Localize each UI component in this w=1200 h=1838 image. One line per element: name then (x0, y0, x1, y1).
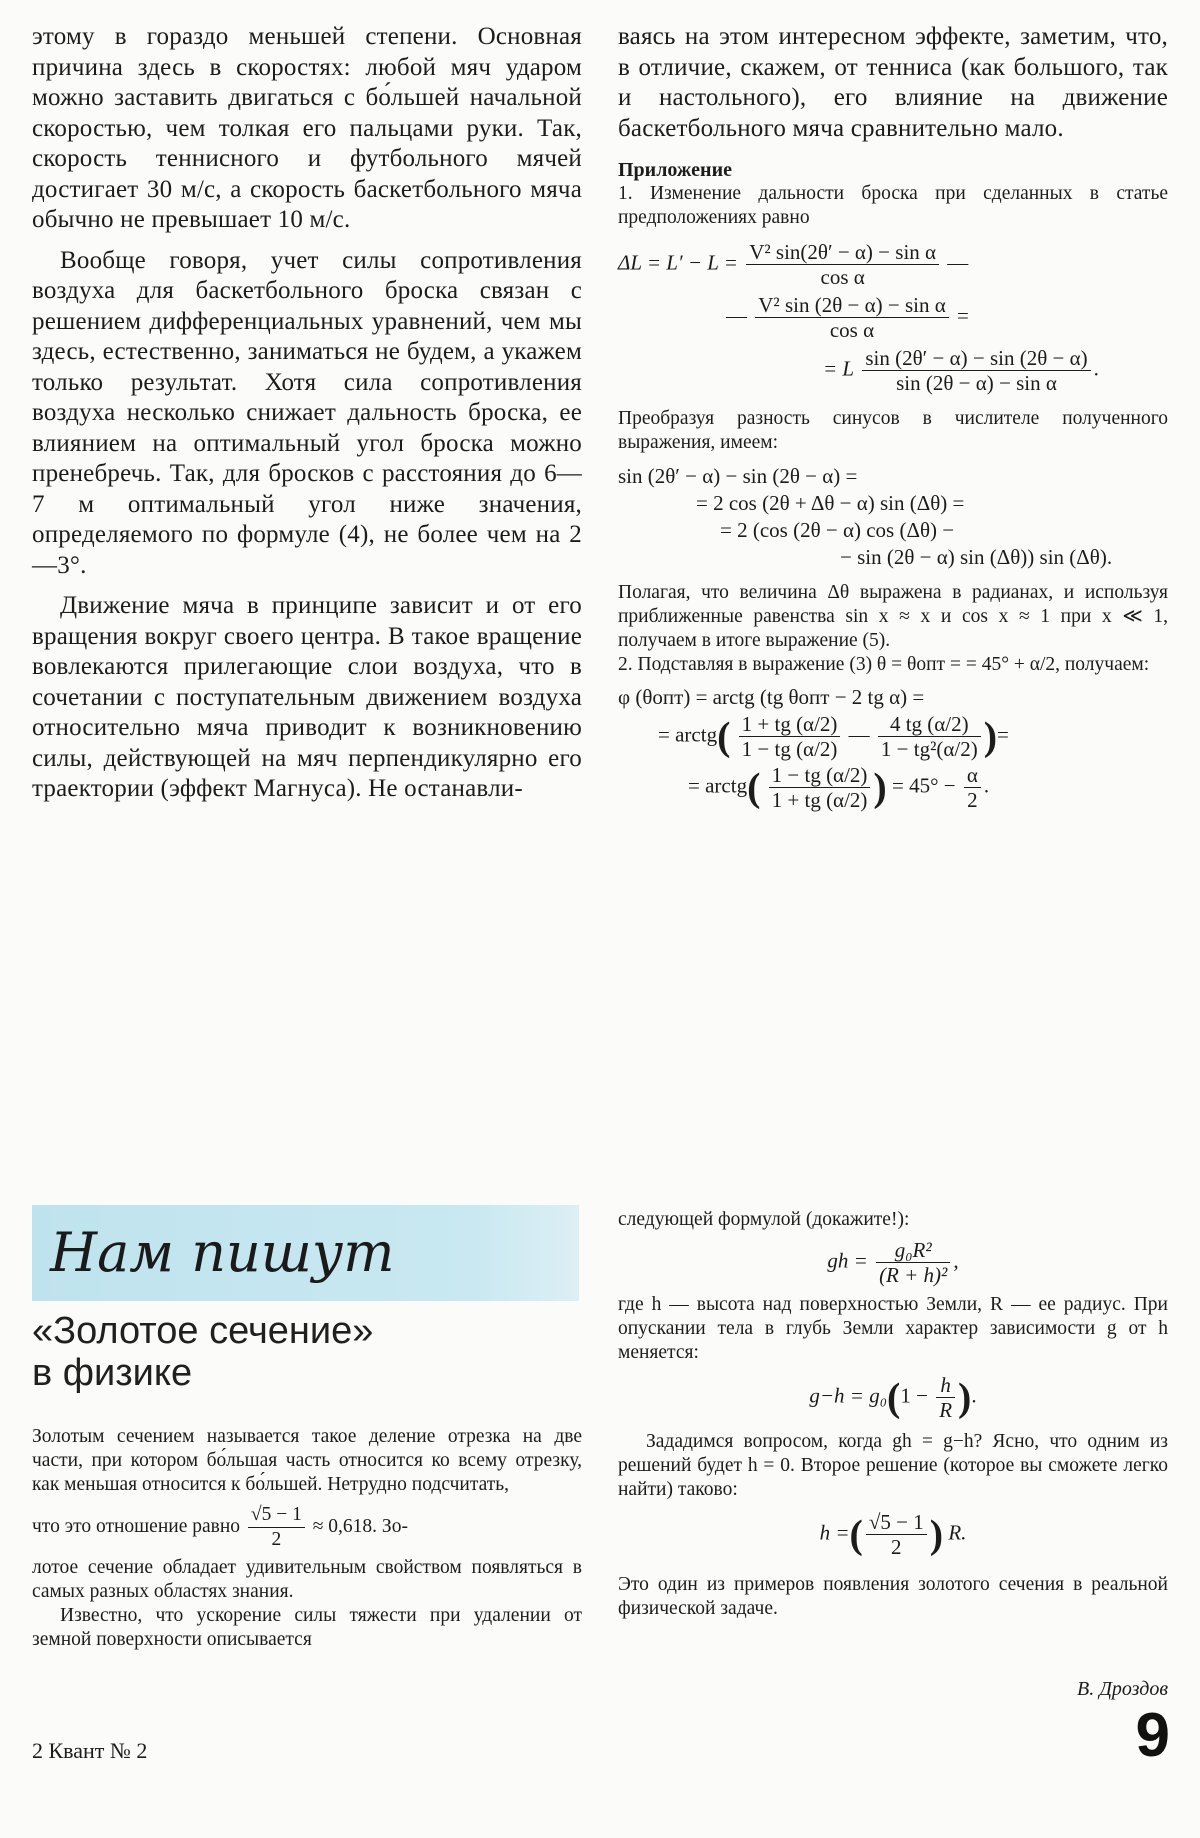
fh-num: √5 − 1 (866, 1510, 927, 1535)
formula-delta-l: ΔL = L′ − L = $\frac{\text{V² sin(2θ′ − α) − sin α}}{\text{cos α}}$ — — $\frac{\text{V² sin (2θ − α) − sin α}}{\text{cos α}}$ = = L $\frac{\sin (2\theta' - \alpha) - \sin (2\theta - \alpha)}{\text{sin (2θ − α) − sin α}}$ . (618, 240, 1099, 395)
f3-c-num: 1 − tg (α/2) (769, 763, 871, 788)
f1-combined-num: sin (2θ′ − α) − sin (2θ − α) (862, 346, 1090, 371)
f3-arctg-1: = arctg (658, 722, 718, 747)
fd-num: h (936, 1373, 955, 1398)
article-title-line-2: в физике (32, 1352, 193, 1394)
rubric-handwriting (32, 1205, 579, 1301)
f2-line-3: = 2 (cos (2θ − α) cos (Δθ) − (720, 518, 955, 542)
footer-issue: 2 Квант № 2 (32, 1738, 148, 1763)
left-paragraph-2: Вообще говоря, учет силы сопротивления воздуха для баскетбольного броска связан с решением дифференциальных уравнений, чем мы здесь, естественно, заниматься не будем, а укажем только результат. Хотя сила сопротивления воздуха несколько снижает дальность броска, ее влиянием на оптимальный угол броска можно пренебречь. Так, для бросков с расстояния до 6—7 м оптимальный угол ниже значения, определяемого по формуле (4), не более чем на 2—3°. (32, 246, 582, 579)
article-right-3: Зададимся вопросом, когда gh = g−h? Ясно, что одним из решений будет h = 0. Второе решение (которое вы сможете легко найти) таково: (618, 1431, 1168, 1500)
formula-g-minus-h: g−h = g₀(1 − $\frac{h}{R}$ ). (809, 1373, 977, 1422)
article-paragraph-2: Известно, что ускорение силы тяжести при удалении от земной поверхности описывается (32, 1605, 582, 1650)
fg-num: g₀R² (876, 1238, 950, 1263)
f1-eq-l: = L (823, 356, 855, 381)
f2-line-2: = 2 cos (2θ + Δθ − α) sin (Δθ) = (696, 491, 965, 515)
fh-lhs: h = (819, 1520, 850, 1545)
appendix-item-2: 2. Подставляя в выражение (3) θ = θопт = = 45° + α/2, получаем: (618, 654, 1150, 675)
article-title-line-1: «Золотое сечение» (32, 1310, 374, 1352)
ratio-den: 2 (271, 1529, 282, 1550)
ratio-lead: что это отношение равно (32, 1515, 241, 1537)
f1-term1-num: V² sin(2θ′ − α) − sin α (746, 240, 939, 265)
f1-term2-den: cos α (829, 318, 875, 342)
right-column (618, 22, 1168, 812)
article-paragraph-1: Золотым сечением называется такое деление отрезка на две части, при котором бо́льшая часть относится ко всему отрезку, как меньшая относится к бо́льшей. Нетрудно подсчитать, (32, 1426, 582, 1495)
appendix-item-1: 1. Изменение дальности броска при сделанных в статье предположениях равно (618, 183, 1168, 228)
article-right-1: следующей формулой (докажите!): (618, 1209, 910, 1230)
article-right-2: где h — высота над поверхностью Земли, R — ее радиус. При опускании тела в глубь Земли характер зависимости g от h меняется: (618, 1294, 1168, 1363)
ratio-num: √5 − 1 (248, 1503, 305, 1528)
appendix-title: Приложение (618, 159, 732, 181)
appendix-text-3: Полагая, что величина Δθ выражена в радианах, и используя приближенные равенства sin x ≈ x и cos x ≈ 1 при x ≪ 1, получаем в итоге выражение (5). (618, 582, 1168, 651)
fh-r: R. (948, 1520, 967, 1545)
f3-arctg-2: = arctg (688, 773, 748, 798)
formula-h: h =( $\frac{√5 - 1}{2}$ ) R. (819, 1510, 967, 1559)
f3-a-den: 1 − tg (α/2) (741, 737, 838, 761)
left-paragraph-3: Движение мяча в принципе зависит и от его вращения вокруг своего центра. В такое вращение вовлекаются прилегающие слои воздуха, что в сочетании с поступательным движением воздуха относительно мяча приводит к возникновению силы, действующей на мяч перпендикулярно его траектории (эффект Магнуса). Не останавли- (32, 592, 582, 802)
f1-term2-num: V² sin (2θ − α) − sin α (755, 293, 948, 318)
author-signature: В. Дроздов (1076, 1678, 1168, 1700)
f3-line-1: φ (θопт) = arctg (tg θопт − 2 tg α) = (618, 685, 925, 709)
page-number: 9 (1135, 1701, 1170, 1770)
formula-sin-diff (618, 463, 1168, 571)
article-paragraph-1c: лотое сечение обладает удивительным свойством появляться в самых разных областях знания. (32, 1557, 582, 1602)
left-paragraph-1: этому в гораздо меньшей степени. Основная причина здесь в скоростях: любой мяч ударом можно заставить двигаться с бо́льшей начальной скоростью, чем толкая его пальцами руки. Так, скорость теннисного и футбольного мячей достигает 30 м/с, а скорость баскетбольного мяча обычно не превышает 10 м/с. (32, 23, 582, 233)
f2-line-1: sin (2θ′ − α) − sin (2θ − α) = (618, 464, 858, 488)
article-right-column (618, 1208, 1168, 1621)
rubric-text: Нам пишут (50, 1221, 395, 1284)
article-right-4: Это один из примеров появления золотого сечения в реальной физической задаче. (618, 1574, 1168, 1619)
formula-gh: gh = $\frac{\text{g₀R²}}{\text{(R + h)²}}$ , (827, 1238, 959, 1287)
fg-lhs: gh = (827, 1248, 868, 1273)
formula-delta-l-lhs: ΔL = L′ − L = (618, 250, 738, 275)
right-paragraph-1: ваясь на этом интересном эффекте, заметим, что, в отличие, скажем, от тенниса (как большого, так и настольного), его влияние на движение баскетбольного мяча сравнительно мало. (618, 23, 1168, 142)
f1-combined-den: sin (2θ − α) − sin α (896, 371, 1057, 395)
f3-c-den: 1 + tg (α/2) (771, 788, 868, 812)
f3-b-den: 1 − tg²(α/2) (880, 737, 978, 761)
left-column (32, 22, 582, 805)
article-left-column (32, 1425, 582, 1652)
f3-a-num: 1 + tg (α/2) (739, 712, 841, 737)
f1-term1-den: cos α (820, 265, 865, 289)
rubric-banner (32, 1205, 579, 1301)
f3-r-den: 2 (967, 788, 978, 812)
fd-den: R (939, 1398, 953, 1422)
f3-result: = 45° − (891, 773, 956, 798)
fd-lhs: g−h = g₀ (809, 1383, 888, 1408)
fh-den: 2 (891, 1535, 902, 1559)
fd-inner: 1 − (900, 1383, 928, 1408)
article-title (32, 1310, 592, 1394)
ratio-value: ≈ 0,618. Зо- (312, 1515, 408, 1537)
formula-phi: φ (θопт) = arctg (tg θопт − 2 tg α) = = arctg( $\frac{1 + tg (\alpha/2)}{1 - tg (\alpha/2)}$ — $\frac{4 tg (\alpha/2)}{\text{1 − tg²(α/2)}}$ )= = arctg( $\frac{1 - tg (\alpha/2)}{1 + tg (\alpha/2)}$ ) = 45° − $\frac{\alpha}{2}$ . (618, 685, 1168, 812)
f2-line-4: − sin (2θ − α) sin (Δθ)) sin (Δθ). (840, 545, 1113, 569)
fg-den: (R + h)² (879, 1263, 948, 1287)
f3-r-num: α (964, 763, 981, 788)
appendix-text-2: Преобразуя разность синусов в числителе полученного выражения, имеем: (618, 408, 1168, 453)
f3-b-num: 4 tg (α/2) (878, 712, 981, 737)
